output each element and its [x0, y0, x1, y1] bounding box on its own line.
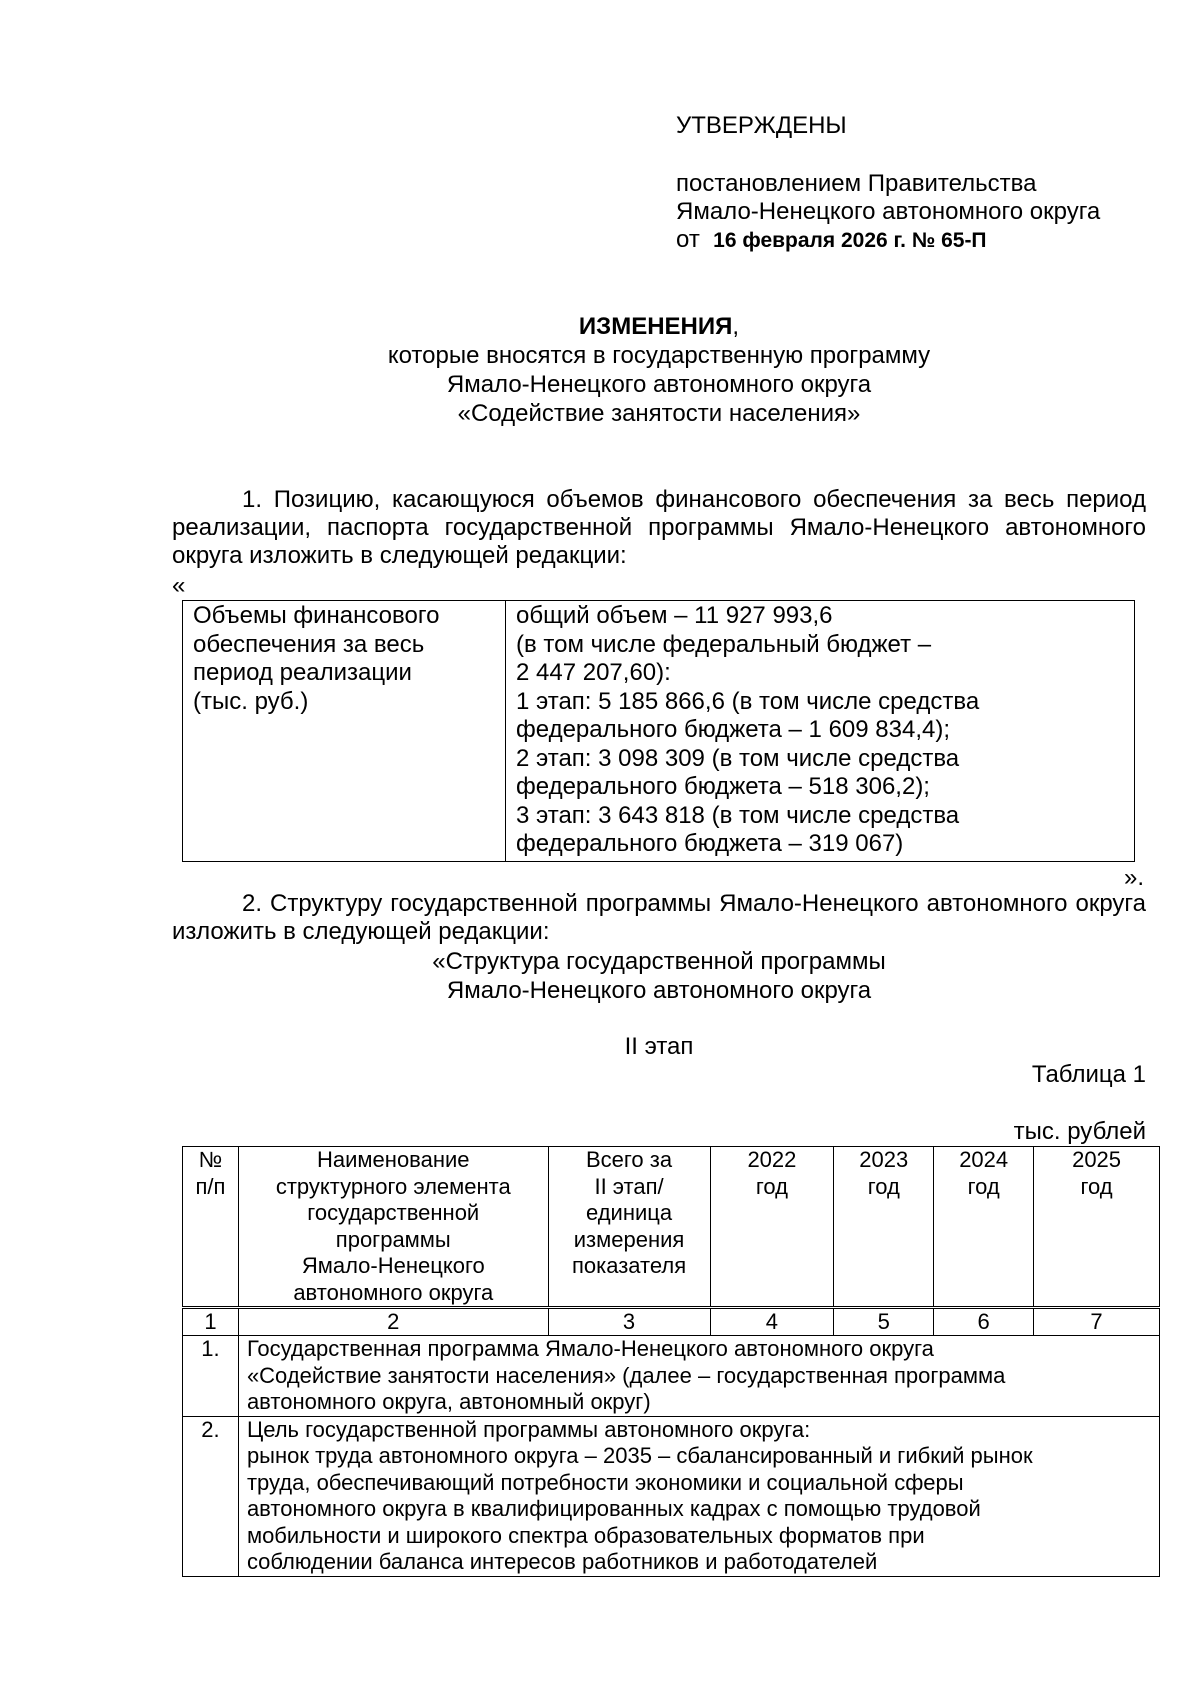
header-line: год: [967, 1173, 1000, 1199]
header-line: 2025: [1072, 1147, 1122, 1172]
column-number: 6: [934, 1308, 1034, 1336]
structure-title-line-1: «Структура государственной программы: [432, 948, 886, 975]
header-line: 2022: [747, 1147, 797, 1172]
header-line: единица: [585, 1200, 673, 1225]
stage-label: II этап: [624, 1033, 694, 1060]
finance-value-cell: [506, 601, 1135, 862]
row-text: [238, 1336, 1159, 1417]
header-line: Ямало-Ненецкого: [301, 1253, 485, 1278]
row-number: 1.: [183, 1336, 239, 1417]
paragraph-1-text: Позицию, касающуюся объемов финансового обеспечения за весь период реализации, паспорта государственной программы Ямало-Ненецкого автономного округа изложить в следующей редакции:: [172, 486, 1146, 569]
row-text-line: автономного округа в квалифицированных кадрах с помощью трудовой: [246, 1496, 981, 1521]
title-line-1: которые вносятся в государственную программу: [387, 342, 931, 369]
approval-date-line: [676, 226, 1100, 255]
finance-label-cell: [183, 601, 506, 862]
finance-value-line: федерального бюджета – 1 609 834,4);: [516, 716, 950, 743]
quote-close-mark: ».: [1124, 864, 1145, 891]
header-line: год: [755, 1173, 788, 1199]
header-line: год: [1080, 1173, 1113, 1199]
structure-title-line-2: Ямало-Ненецкого автономного округа: [446, 977, 872, 1004]
header-cell-total: [548, 1147, 710, 1308]
finance-value-line: федерального бюджета – 518 306,2);: [516, 773, 930, 800]
title-main-line: [172, 312, 1146, 341]
header-cell-2022: [710, 1147, 834, 1308]
header-cell-2023: [834, 1147, 934, 1308]
header-line: государственной: [307, 1200, 480, 1225]
header-line: Всего за: [585, 1147, 673, 1172]
row-text-line: Государственная программа Ямало-Ненецкого автономного округа: [246, 1336, 934, 1361]
row-text-line: автономного округа, автономный округ): [246, 1389, 651, 1414]
title-main: ИЗМЕНЕНИЯ: [578, 313, 733, 340]
row-text-line: труда, обеспечивающий потребности экономики и социальной сферы: [246, 1469, 964, 1495]
structure-title: [172, 947, 1146, 1005]
finance-table: [182, 600, 1135, 862]
header-cell-number: [183, 1147, 239, 1308]
column-number-row: [183, 1308, 1160, 1336]
table-label: Таблица 1: [1031, 1061, 1146, 1088]
column-number: 7: [1034, 1308, 1160, 1336]
row-text-line: «Содействие занятости населения» (далее – государственная программа: [246, 1362, 1006, 1388]
row-number: 2.: [183, 1416, 239, 1576]
structure-table: [182, 1146, 1160, 1577]
approval-block: [676, 112, 1100, 255]
finance-value-line: 2 447 207,60):: [516, 659, 671, 686]
title-comma: ,: [732, 313, 740, 340]
finance-value-line: общий объем – 11 927 993,6: [516, 602, 833, 629]
approval-line-2: Ямало-Ненецкого автономного округа: [676, 198, 1101, 225]
header-cell-2025: [1034, 1147, 1160, 1308]
row-text: [238, 1416, 1159, 1576]
structure-header-row: [183, 1147, 1160, 1308]
column-number: 5: [834, 1308, 934, 1336]
table-row: [183, 1336, 1160, 1417]
table-row: [183, 1416, 1160, 1576]
paragraph-2-text: Структуру государственной программы Ямало-Ненецкого автономного округа изложить в следующей редакции:: [172, 890, 1146, 945]
header-line: 2023: [859, 1147, 909, 1172]
finance-value-line: (в том числе федеральный бюджет –: [516, 630, 932, 658]
finance-label-line: Объемы финансового: [193, 602, 440, 629]
header-line: год: [867, 1173, 900, 1199]
column-number: 3: [548, 1308, 710, 1336]
finance-label-line: период реализации: [193, 659, 412, 686]
row-text-line: мобильности и широкого спектра образовательных форматов при: [246, 1522, 925, 1548]
approval-from: от: [676, 226, 700, 253]
paragraph-2: [172, 890, 1146, 946]
header-line: Наименование: [317, 1147, 470, 1172]
finance-label-line: (тыс. руб.): [193, 687, 309, 715]
paragraph-2-number: 2.: [242, 890, 263, 917]
column-number: 2: [238, 1308, 548, 1336]
paragraph-1: [172, 486, 1146, 570]
finance-value-line: 1 этап: 5 185 866,6 (в том числе средства: [516, 687, 980, 715]
finance-label-line: обеспечения за весь: [193, 630, 425, 658]
finance-table-row: [183, 601, 1135, 862]
paragraph-1-number: 1.: [242, 486, 263, 513]
row-text-line: соблюдении баланса интересов работников и работодателей: [246, 1549, 878, 1574]
title-line-3: «Содействие занятости населения»: [457, 400, 861, 427]
header-line: II этап/: [594, 1173, 664, 1199]
finance-value-line: федерального бюджета – 319 067): [516, 830, 904, 857]
document-title: [172, 312, 1146, 428]
header-line: №: [198, 1147, 223, 1172]
header-cell-name: [238, 1147, 548, 1308]
row-text-line: рынок труда автономного округа – 2035 – сбалансированный и гибкий рынок: [246, 1443, 1033, 1468]
header-line: 2024: [959, 1147, 1009, 1172]
header-line: показателя: [571, 1253, 687, 1278]
header-line: измерения: [573, 1226, 685, 1252]
column-number: 4: [710, 1308, 834, 1336]
row-text-line: Цель государственной программы автономного округа:: [246, 1416, 811, 1442]
title-line-2: Ямало-Ненецкого автономного округа: [446, 371, 872, 398]
finance-value-line: 2 этап: 3 098 309 (в том числе средства: [516, 744, 960, 772]
approval-heading: УТВЕРЖДЕНЫ: [676, 112, 847, 139]
header-line: автономного округа: [293, 1279, 494, 1305]
approval-date-number: 16 февраля 2026 г. № 65-П: [713, 229, 987, 252]
quote-open-mark: «: [172, 572, 186, 599]
units-label: тыс. рублей: [1013, 1118, 1146, 1145]
header-cell-2024: [934, 1147, 1034, 1308]
approval-line-1: постановлением Правительства: [676, 170, 1037, 197]
header-line: программы: [335, 1226, 451, 1252]
column-number: 1: [183, 1308, 239, 1336]
header-line: структурного элемента: [275, 1173, 511, 1199]
finance-value-line: 3 этап: 3 643 818 (в том числе средства: [516, 801, 960, 829]
header-line: п/п: [195, 1173, 226, 1199]
